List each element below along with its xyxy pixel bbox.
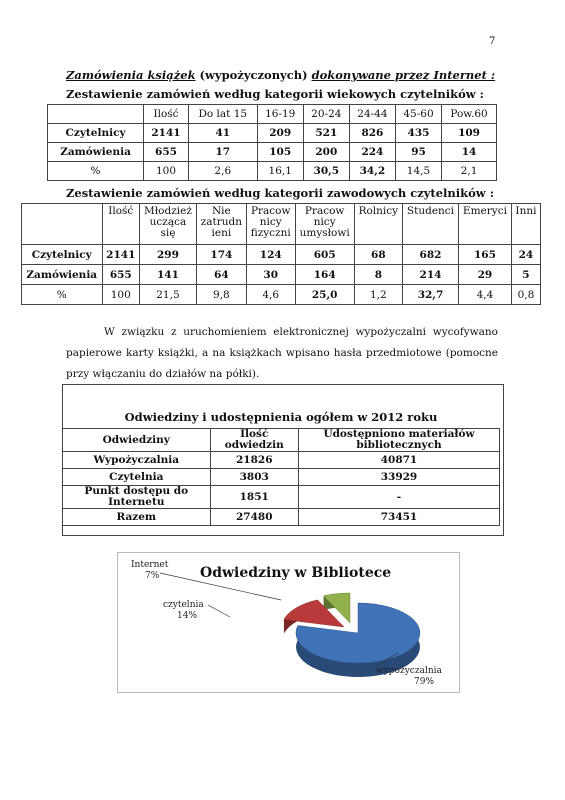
table-cell: 100 (102, 285, 140, 305)
column-header: Studenci (402, 204, 458, 245)
table-cell: 141 (140, 265, 197, 285)
table-row (63, 452, 500, 469)
table-cell: 299 (140, 245, 197, 265)
row-label: % (22, 285, 103, 305)
table-cell: 34,2 (349, 162, 395, 181)
table-cell: 2141 (144, 124, 189, 143)
row-label: Czytelnia (63, 469, 211, 486)
pie-chart-frame (117, 552, 460, 693)
table-row (63, 509, 500, 526)
row-label: % (48, 162, 144, 181)
table-cell: 32,7 (402, 285, 458, 305)
table-cell: 2,6 (188, 162, 257, 181)
table-cell: 435 (395, 124, 441, 143)
column-header: Odwiedziny (63, 429, 211, 452)
section-heading (66, 68, 495, 82)
table-cell: 41 (188, 124, 257, 143)
table-cell: 100 (144, 162, 189, 181)
column-header: Ilość (102, 204, 140, 245)
table-cell: 73451 (298, 509, 499, 526)
column-header: Młodzież ucząca się (140, 204, 197, 245)
column-header: Ilość odwiedzin (210, 429, 298, 452)
table-header-row (48, 105, 497, 124)
row-label: Zamówienia (22, 265, 103, 285)
table-cell: 2,1 (442, 162, 497, 181)
column-header: Pow.60 (442, 105, 497, 124)
visits-table (62, 400, 500, 526)
heading-part2: (wypożyczonych) (195, 68, 312, 82)
row-label: Czytelnicy (22, 245, 103, 265)
column-header (48, 105, 144, 124)
table-cell: 29 (459, 265, 512, 285)
page-number: 7 (489, 36, 496, 47)
table-cell: 826 (349, 124, 395, 143)
table-cell: 174 (196, 245, 246, 265)
table-row (48, 162, 497, 181)
column-header: 45-60 (395, 105, 441, 124)
table-cell: 605 (295, 245, 354, 265)
row-label: Zamówienia (48, 143, 144, 162)
table-cell: 21826 (210, 452, 298, 469)
table-row (48, 143, 497, 162)
table-cell: 25,0 (295, 285, 354, 305)
paragraph (66, 322, 498, 385)
column-header: Pracow nicy fizyczni (246, 204, 295, 245)
table-cell: 214 (402, 265, 458, 285)
leader-line (208, 605, 230, 617)
table-cell: 8 (354, 265, 402, 285)
table-cell: 27480 (210, 509, 298, 526)
row-label: Punkt dostępu do Internetu (63, 486, 211, 509)
slice-label: wypożyczalnia (376, 666, 442, 676)
table-cell: 16,1 (257, 162, 303, 181)
table-cell: 655 (102, 265, 140, 285)
table-header-row (63, 429, 500, 452)
table-cell: 682 (402, 245, 458, 265)
table-cell: 109 (442, 124, 497, 143)
table-cell: 14 (442, 143, 497, 162)
row-label: Razem (63, 509, 211, 526)
paragraph-text: W związku z uruchomieniem elektronicznej wypożyczalni wycofywano papierowe karty książki, a na książkach wpisano hasła przedmiotowe (pomocne przy włączaniu do działów na półki). (66, 326, 498, 380)
table-cell: 4,6 (246, 285, 295, 305)
row-label: Czytelnicy (48, 124, 144, 143)
table-cell: 1,2 (354, 285, 402, 305)
pie-chart (118, 553, 459, 692)
table-cell: 30,5 (303, 162, 349, 181)
slice-percent: 14% (177, 611, 198, 621)
table-row (63, 469, 500, 486)
table-cell: 95 (395, 143, 441, 162)
column-header: Emeryci (459, 204, 512, 245)
heading-part3: dokonywane przez Internet : (311, 68, 496, 82)
table-cell: 17 (188, 143, 257, 162)
table-cell: - (298, 486, 499, 509)
table-cell: 224 (349, 143, 395, 162)
slice-percent: 7% (145, 571, 160, 581)
table-row (22, 245, 541, 265)
profession-table (21, 203, 541, 305)
slice-label: Internet (131, 560, 169, 570)
column-header (22, 204, 103, 245)
table-cell: 124 (246, 245, 295, 265)
table-header-row (22, 204, 541, 245)
table-row (22, 285, 541, 305)
column-header: Nie zatrudn ieni (196, 204, 246, 245)
prof-table-title: Zestawienie zamówień według kategorii zawodowych czytelników : (66, 186, 494, 200)
table-cell: 105 (257, 143, 303, 162)
column-header: 20-24 (303, 105, 349, 124)
table-cell: 14,5 (395, 162, 441, 181)
table-cell: 0,8 (511, 285, 540, 305)
table-cell: 21,5 (140, 285, 197, 305)
table-cell: 4,4 (459, 285, 512, 305)
table-cell: 165 (459, 245, 512, 265)
table-cell: 3803 (210, 469, 298, 486)
table-cell: 64 (196, 265, 246, 285)
table-cell: 655 (144, 143, 189, 162)
table-cell: 200 (303, 143, 349, 162)
table-row (63, 486, 500, 509)
slice-label: czytelnia (163, 600, 204, 610)
table-cell: 68 (354, 245, 402, 265)
table-cell: 2141 (102, 245, 140, 265)
column-header: 16-19 (257, 105, 303, 124)
column-header: Ilość (144, 105, 189, 124)
table-cell: 24 (511, 245, 540, 265)
row-label: Wypożyczalnia (63, 452, 211, 469)
column-header: Do lat 15 (188, 105, 257, 124)
table-cell: 30 (246, 265, 295, 285)
column-header: Udostępniono materiałów bibliotecznych (298, 429, 499, 452)
table-cell: 164 (295, 265, 354, 285)
table-row (48, 124, 497, 143)
table-caption-row (63, 400, 500, 429)
column-header: Rolnicy (354, 204, 402, 245)
table-cell: 9,8 (196, 285, 246, 305)
table-cell: 40871 (298, 452, 499, 469)
table-cell: 5 (511, 265, 540, 285)
table-cell: 1851 (210, 486, 298, 509)
visits-table-title: Odwiedziny i udostępnienia ogółem w 2012 roku (124, 409, 438, 424)
chart-title: Odwiedziny w Bibliotece (200, 565, 392, 581)
slice-percent: 79% (414, 677, 435, 687)
age-table-title: Zestawienie zamówień według kategorii wiekowych czytelników : (66, 87, 484, 101)
age-table (47, 104, 497, 181)
table-row (22, 265, 541, 285)
column-header: 24-44 (349, 105, 395, 124)
table-cell: 209 (257, 124, 303, 143)
column-header: Pracow nicy umysłowi (295, 204, 354, 245)
heading-part1: Zamówienia książek (66, 68, 196, 82)
table-cell: 521 (303, 124, 349, 143)
column-header: Inni (511, 204, 540, 245)
table-cell: 33929 (298, 469, 499, 486)
